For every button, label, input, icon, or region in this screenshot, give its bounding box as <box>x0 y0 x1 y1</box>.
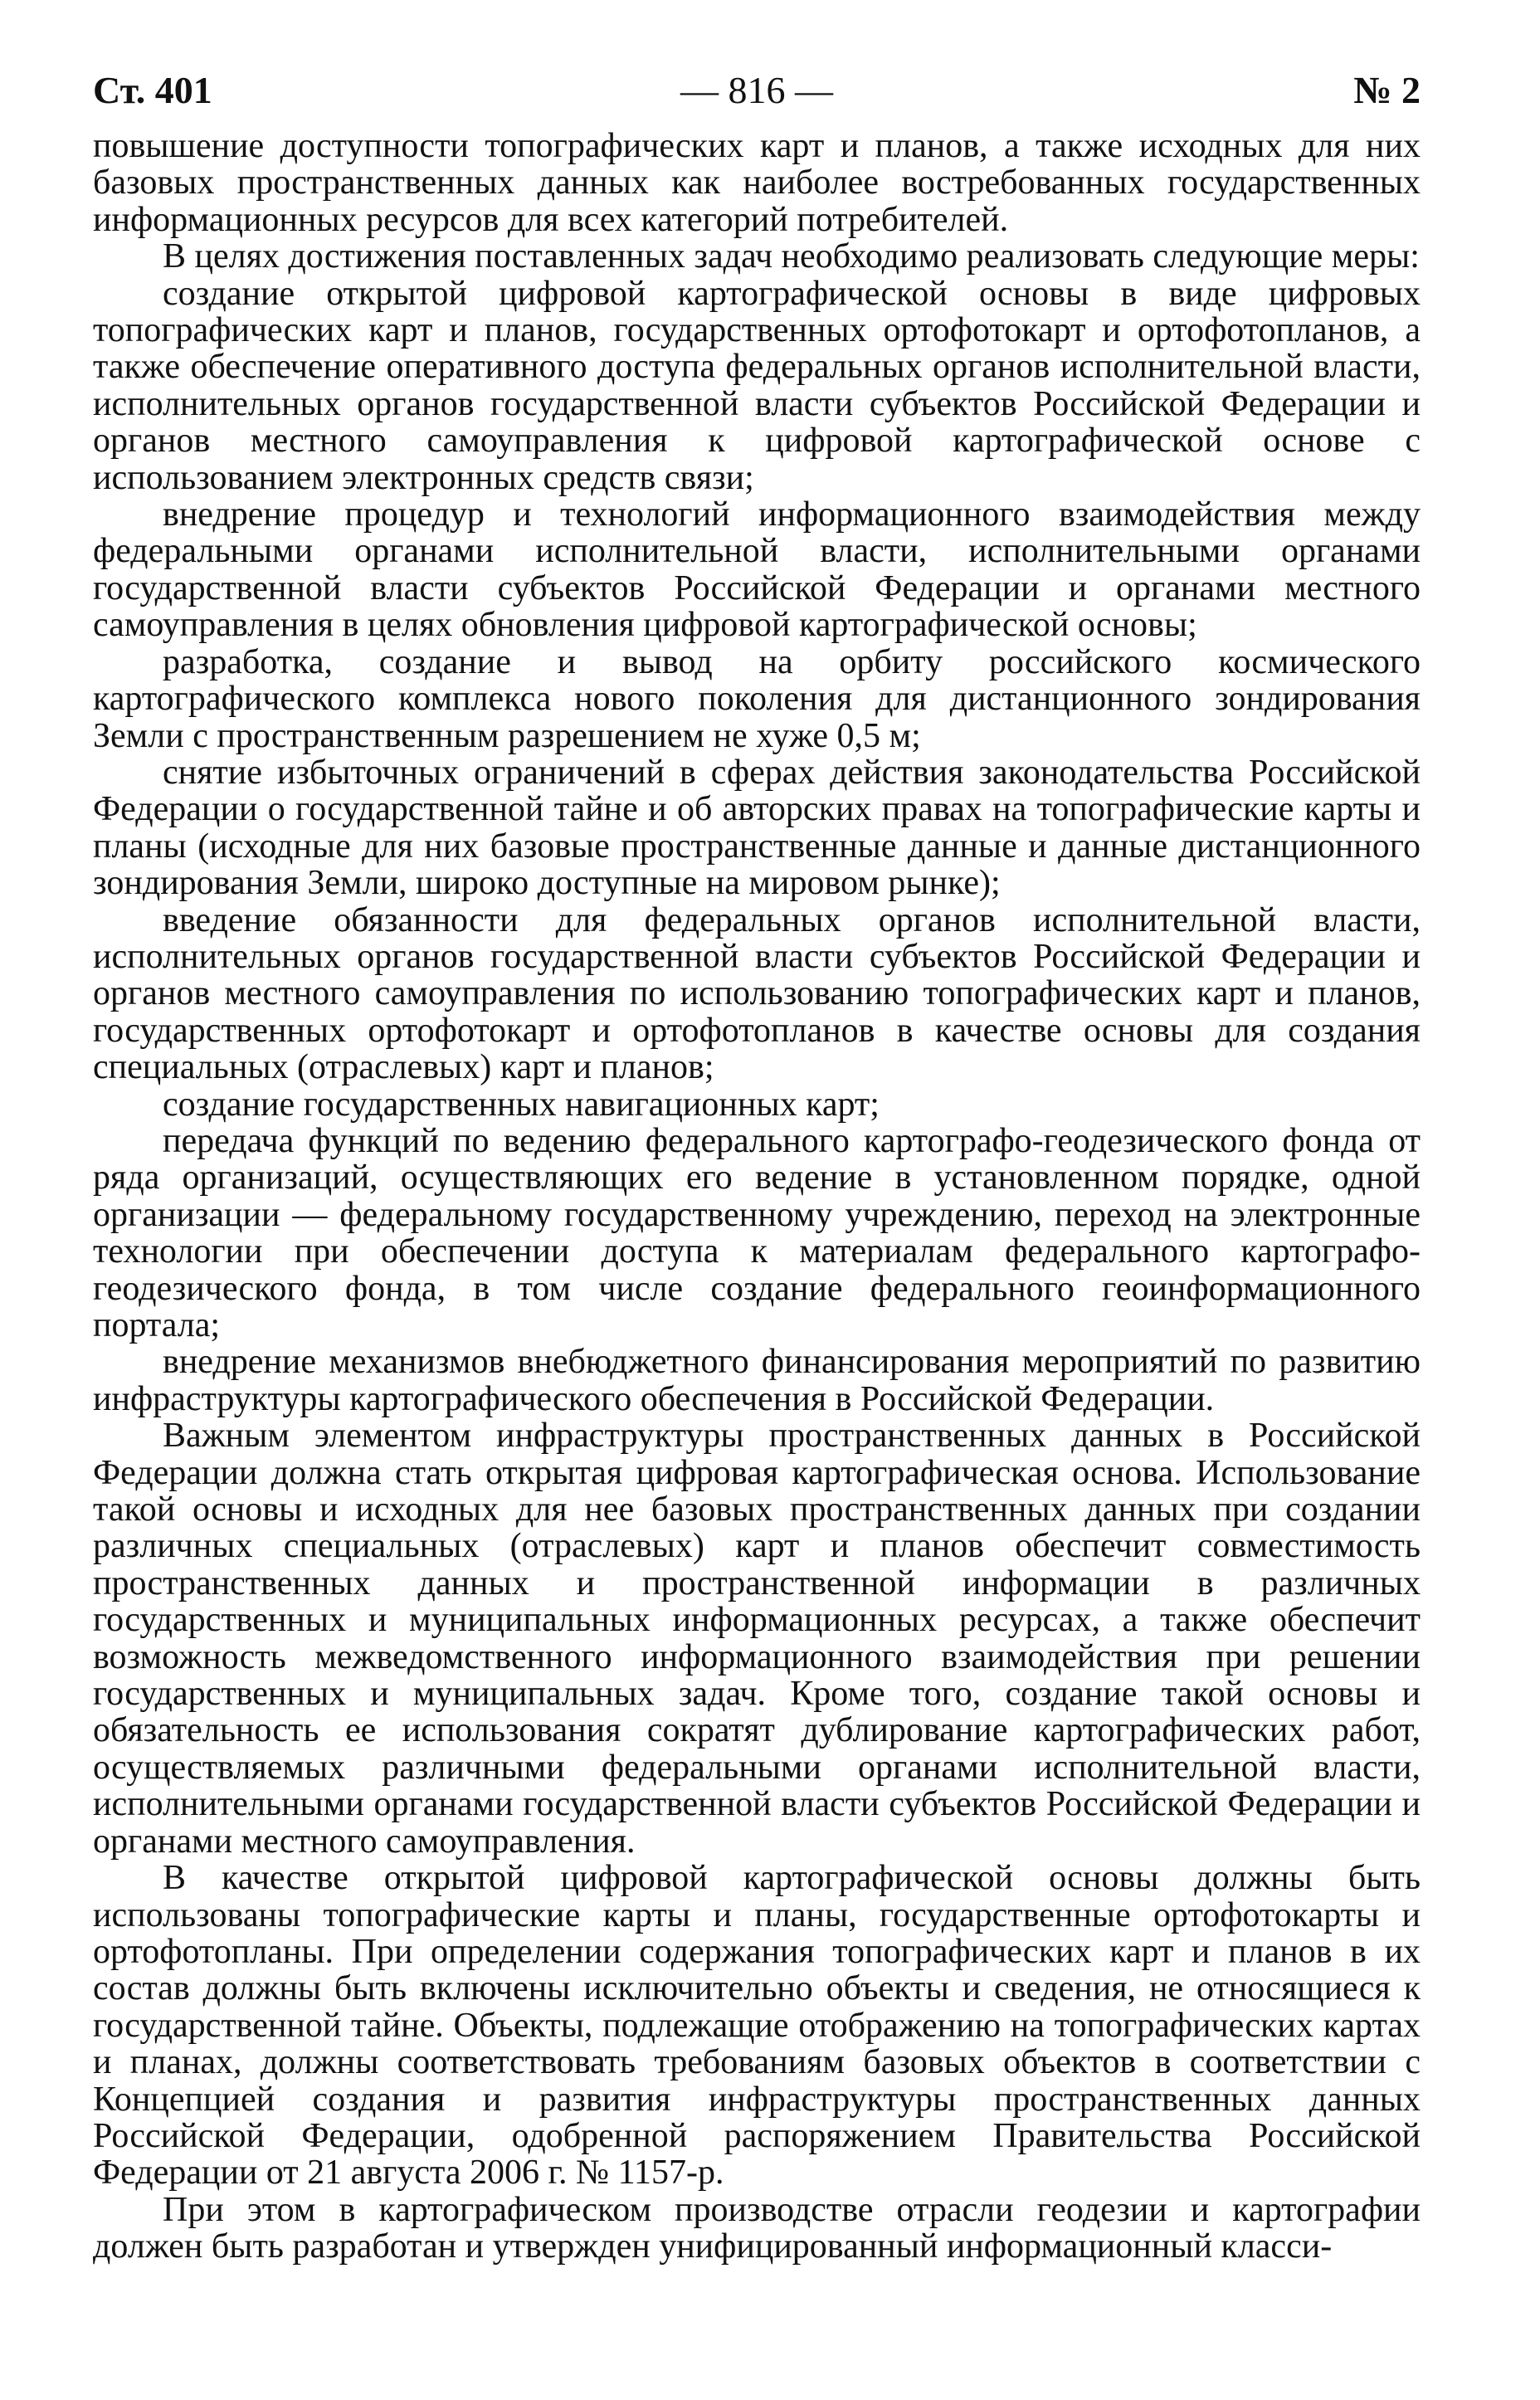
body-text <box>93 128 1421 2266</box>
paragraph: повышение доступности топографических карт и планов, а также исходных для них базовых пространственных данных как наиболее востребованных государственных информационных ресурсов для всех категорий потребителей. <box>93 127 1421 239</box>
paragraph: В целях достижения поставленных задач необходимо реализовать следующие меры: <box>163 237 1420 276</box>
page-number: — 816 — <box>680 69 833 111</box>
paragraph: Важным элементом инфраструктуры пространственных данных в Российской Федерации должна стать открытая цифровая картографическая основа. Использование такой основы и исходных для нее базовых пространственных данных при создании различных специальных (отраслевых) карт и планов обеспечит совместимость пространственных данных и пространственной информации в различных государственных и муниципальных информационных ресурсах, а также обеспечит возможность межведомственного информационного взаимодействия при решении государственных и муниципальных задач. Кроме того, создание такой основы и обязательность ее использования сократят дублирование картографических работ, осуществляемых различными федеральными органами исполнительной власти, исполнительными органами государственной власти субъектов Российской Федерации и органами местного самоуправления. <box>93 1417 1421 1861</box>
issue-number: № 2 <box>1353 69 1421 111</box>
list-item: передача функций по ведению федерального картографо-геодезического фонда от ряда организаций, осуществляющих его ведение в установленном порядке, одной организации — федеральному государственному учреждению, переход на электронные технологии при обеспечении доступа к материалам федерального картографо-геодезического фонда, в том числе создание федерального геоинформационного портала; <box>93 1121 1421 1344</box>
page-header <box>93 61 1421 120</box>
list-item: внедрение процедур и технологий информационного взаимодействия между федеральными органами исполнительной власти, исполнительными органами государственной власти субъектов Российской Федерации и органами местного самоуправления в целях обновления цифровой картографической основы; <box>93 495 1421 645</box>
paragraph: При этом в картографическом производстве отрасли геодезии и картографии должен быть разработан и утвержден унифицированный информационный класси- <box>93 2190 1421 2266</box>
paragraph: В качестве открытой цифровой картографической основы должны быть использованы топографические карты и планы, государственные ортофотокарты и ортофотопланы. При определении содержания топографических карт и планов в их состав должны быть включены исключительно объекты и сведения, не относящиеся к государственной тайне. Объекты, подлежащие отображению на топографических картах и планах, должны соответствовать требованиям базовых объектов в соответствии с Концепцией создания и развития инфраструктуры пространственных данных Российской Федерации, одобренной распоряжением Правительства Российской Федерации от 21 августа 2006 г. № 1157-р. <box>93 1859 1421 2193</box>
list-item: снятие избыточных ограничений в сферах действия законодательства Российской Федерации о государственной тайне и об авторских правах на топографические карты и планы (исходные для них базовые пространственные данные и данные дистанционного зондирования Земли, широко доступные на мировом рынке); <box>93 753 1421 903</box>
list-item: внедрение механизмов внебюджетного финансирования мероприятий по развитию инфраструктуры картографического обеспечения в Российской Федерации. <box>93 1343 1421 1418</box>
list-item: введение обязанности для федеральных органов исполнительной власти, исполнительных органов государственной власти субъектов Российской Федерации и органов местного самоуправления по использованию топографических карт и планов, государственных ортофотокарт и ортофотопланов в качестве основы для создания специальных (отраслевых) карт и планов; <box>93 900 1421 1087</box>
list-item: разработка, создание и вывод на орбиту российского космического картографического комплекса нового поколения для дистанционного зондирования Земли с пространственным разрешением не хуже 0,5 м; <box>93 642 1421 755</box>
list-item: создание открытой цифровой картографической основы в виде цифровых топографических карт и планов, государственных ортофотокарт и ортофотопланов, а также обеспечение оперативного доступа федеральных органов исполнительной власти, исполнительных органов государственной власти субъектов Российской Федерации и органов местного самоуправления к цифровой картографической основе с использованием электронных средств связи; <box>93 274 1421 497</box>
article-number: Ст. 401 <box>93 69 212 111</box>
list-item: создание государственных навигационных карт; <box>163 1085 880 1124</box>
